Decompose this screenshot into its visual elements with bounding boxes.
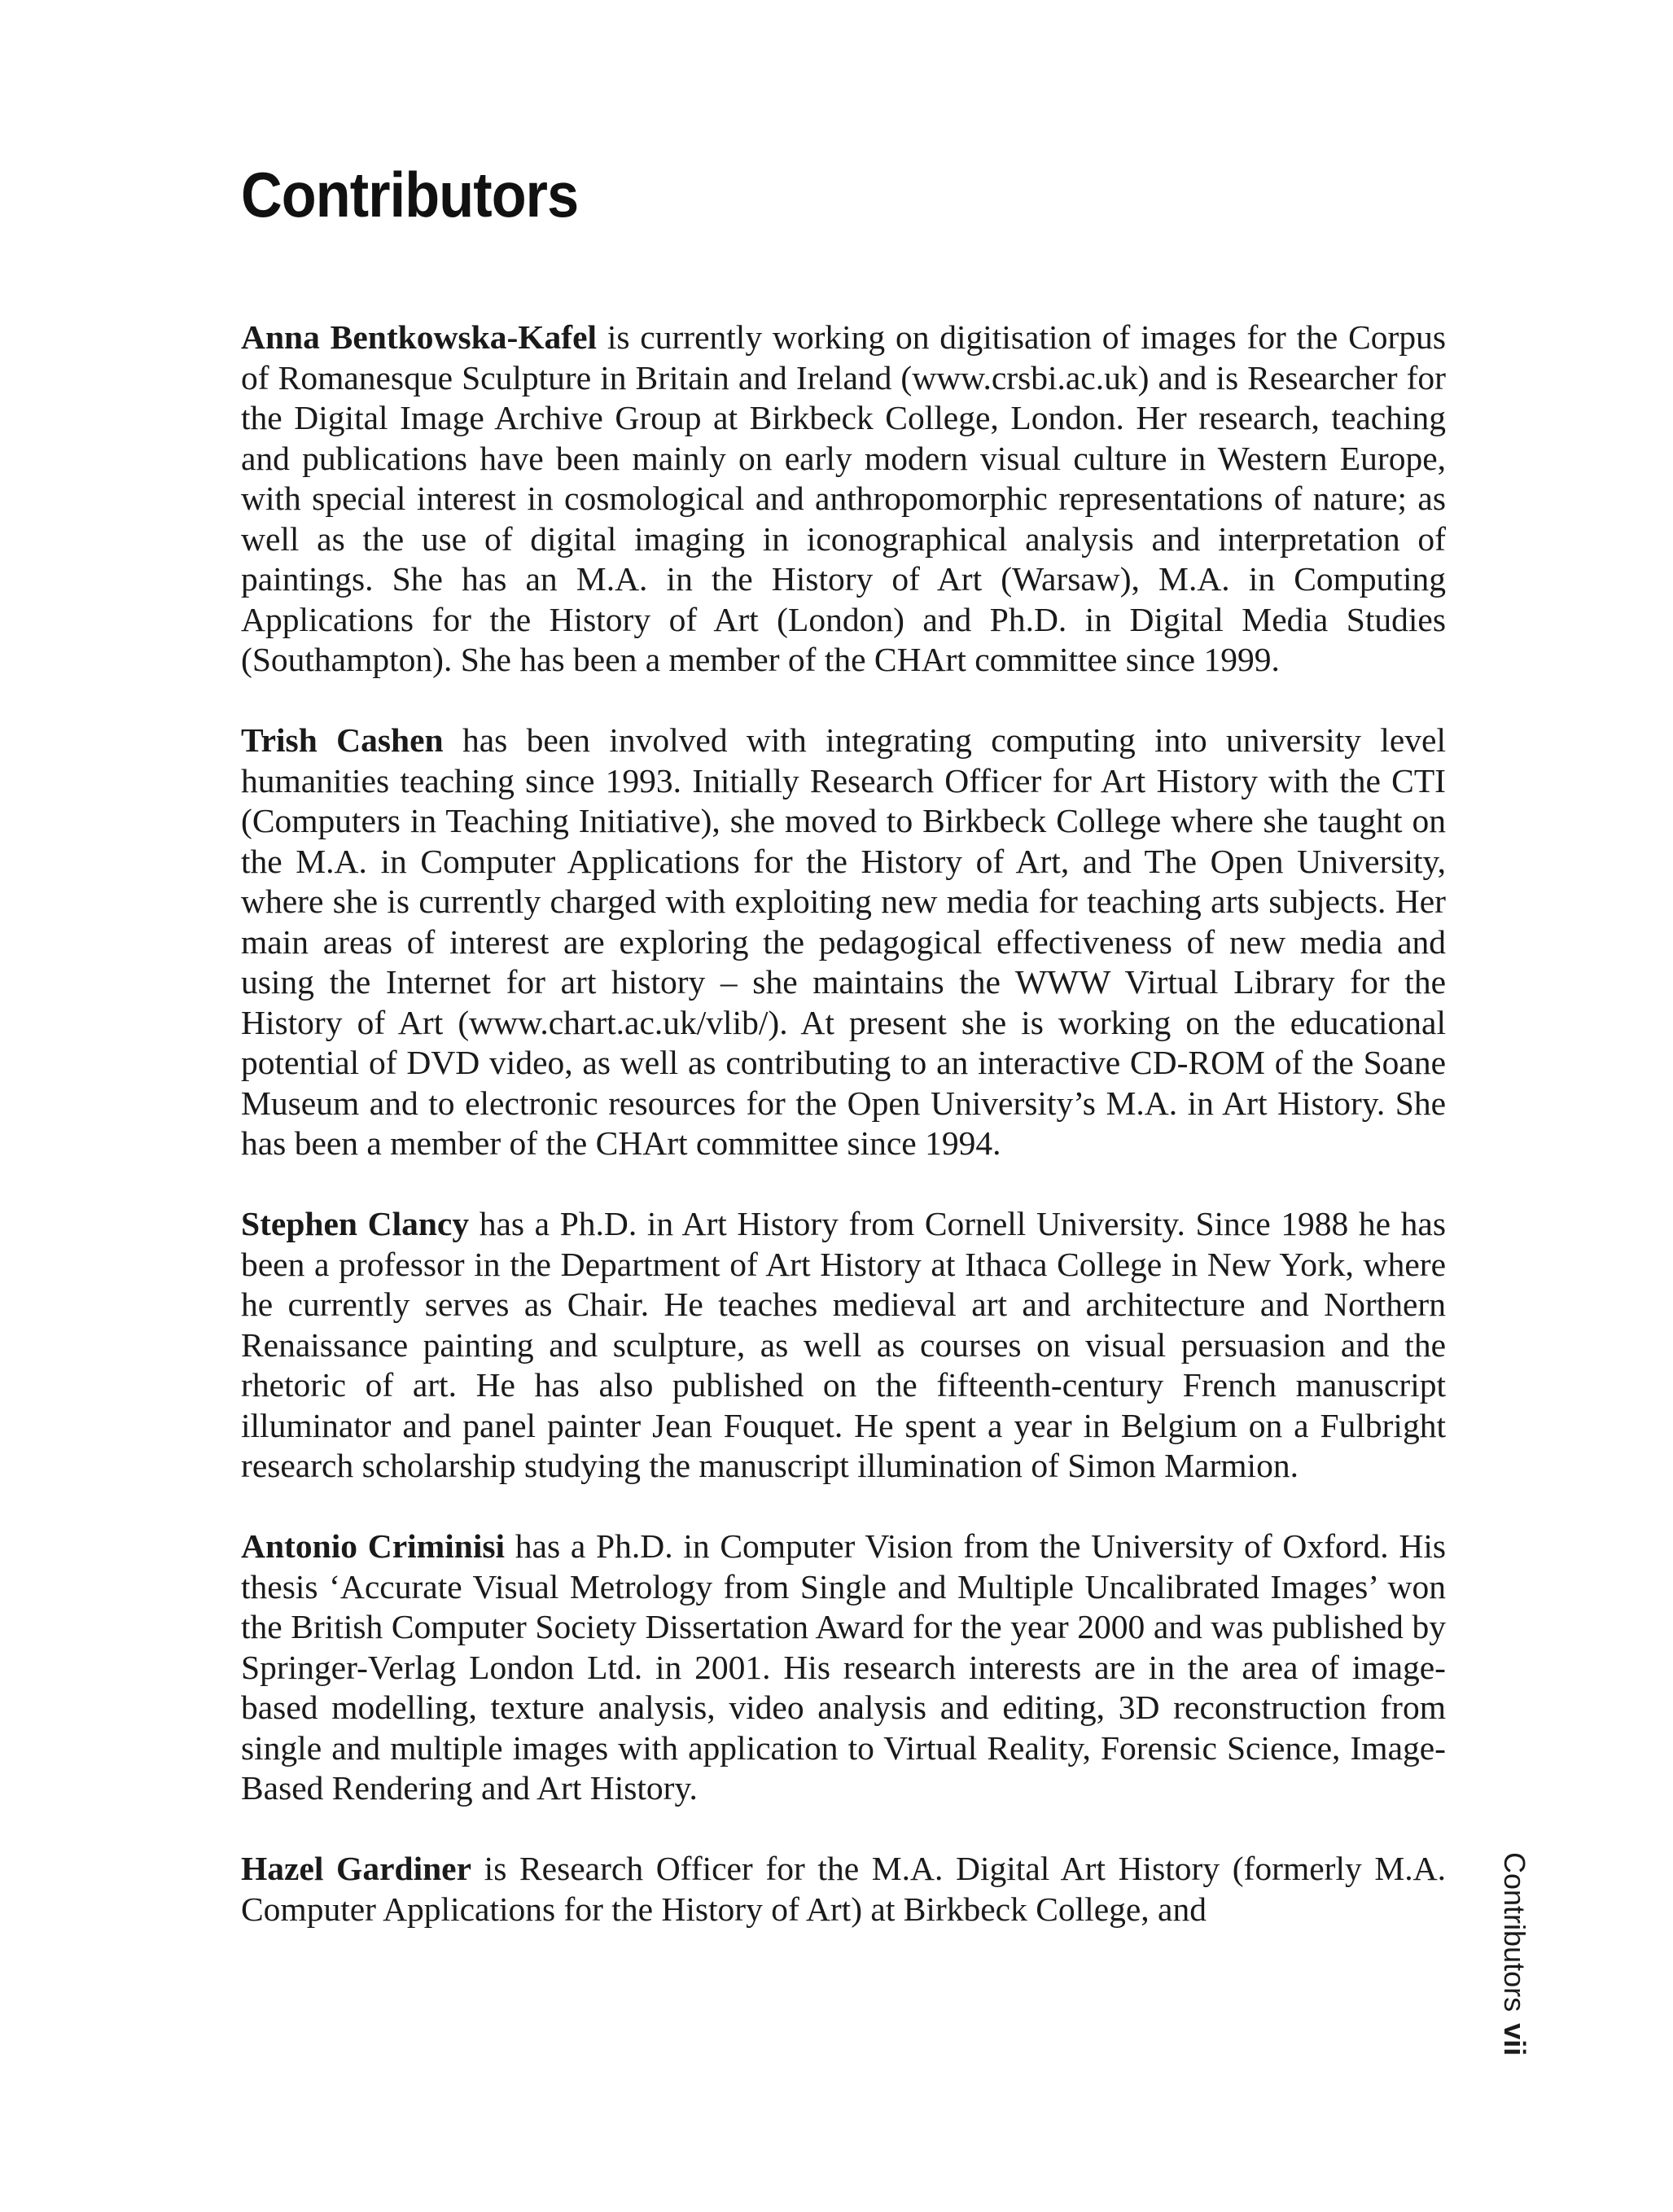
contributor-bio: is currently working on digitisation of images for the Corpus of Romanesque Sculpture in Britain and Ireland (www.crsbi.ac.uk) and is Researcher for the Digital Image Archive Group at Birkbeck College, London. Her research, teaching and publications have been mainly on early modern visual culture in Western Europe, with special interest in cosmological and anthropomorphic representations of nature; as well as the use of digital imaging in iconographical analysis and interpretation of paintings. She has an M.A. in the History of Art (Warsaw), M.A. in Computing Applications for the History of Art (London) and Ph.D. in Digital Media Studies (Southampton). She has been a member of the CHArt committee since 1999. [241,318,1446,678]
contributor-name: Hazel Gardiner [241,1850,472,1887]
contributor-name: Stephen Clancy [241,1205,470,1242]
contributor-entry [241,1526,1446,1809]
running-footer [1500,1852,1529,2056]
contributor-bio: has a Ph.D. in Art History from Cornell University. Since 1988 he has been a professor in the Department of Art History at Ithaca College in New York, where he currently serves as Chair. He teaches medieval art and architecture and Northern Renaissance painting and sculpture, as well as courses on visual persuasion and the rhetoric of art. He has also published on the fifteenth-century French manuscript illuminator and panel painter Jean Fouquet. He spent a year in Belgium on a Fulbright research scholarship studying the manuscript illumination of Simon Marmion. [241,1205,1446,1484]
page-number: vii [1498,2023,1531,2057]
contributor-entry [241,318,1446,681]
contributor-name: Anna Bentkowska-Kafel [241,318,598,356]
contributor-bio: has been involved with integrating computing into university level humanities teaching since 1993. Initially Research Officer for Art History with the CTI (Computers in Teaching Initiative), she moved to Birkbeck College where she taught on the M.A. in Computer Applications for the History of Art, and The Open University, where she is currently charged with exploiting new media for teaching arts subjects. Her main areas of interest are exploring the pedagogical effectiveness of new media and using the Internet for art history – she maintains the WWW Virtual Library for the History of Art (www.chart.ac.uk/vlib/). At present she is working on the educational potential of DVD video, as well as contributing to an interactive CD-ROM of the Soane Museum and to electronic resources for the Open University’s M.A. in Art History. She has been a member of the CHArt committee since 1994. [241,721,1446,1162]
contributor-name: Trish Cashen [241,721,444,759]
running-footer-section: Contributors [1498,1852,1531,2013]
contributor-entry [241,721,1446,1164]
contributors-list [241,318,1446,1970]
contributor-bio: is Research Officer for the M.A. Digital Art History (formerly M.A. Computer Applications for the History of Art) at Birkbeck College, and [241,1850,1447,1928]
contributor-entry [241,1204,1446,1487]
page-title: Contributors [241,159,579,230]
contributor-entry [241,1849,1446,1929]
contributor-name: Antonio Criminisi [241,1527,506,1565]
contributor-bio: has a Ph.D. in Computer Vision from the University of Oxford. His thesis ‘Accurate Visual Metrology from Single and Multiple Uncalibrated Images’ won the British Computer Society Dissertation Award for the year 2000 and was published by Springer-Verlag London Ltd. in 2001. His research interests are in the area of image-based modelling, texture analysis, video analysis and editing, 3D reconstruction from single and multiple images with application to Virtual Reality, Forensic Science, Image-Based Rendering and Art History. [241,1527,1447,1807]
